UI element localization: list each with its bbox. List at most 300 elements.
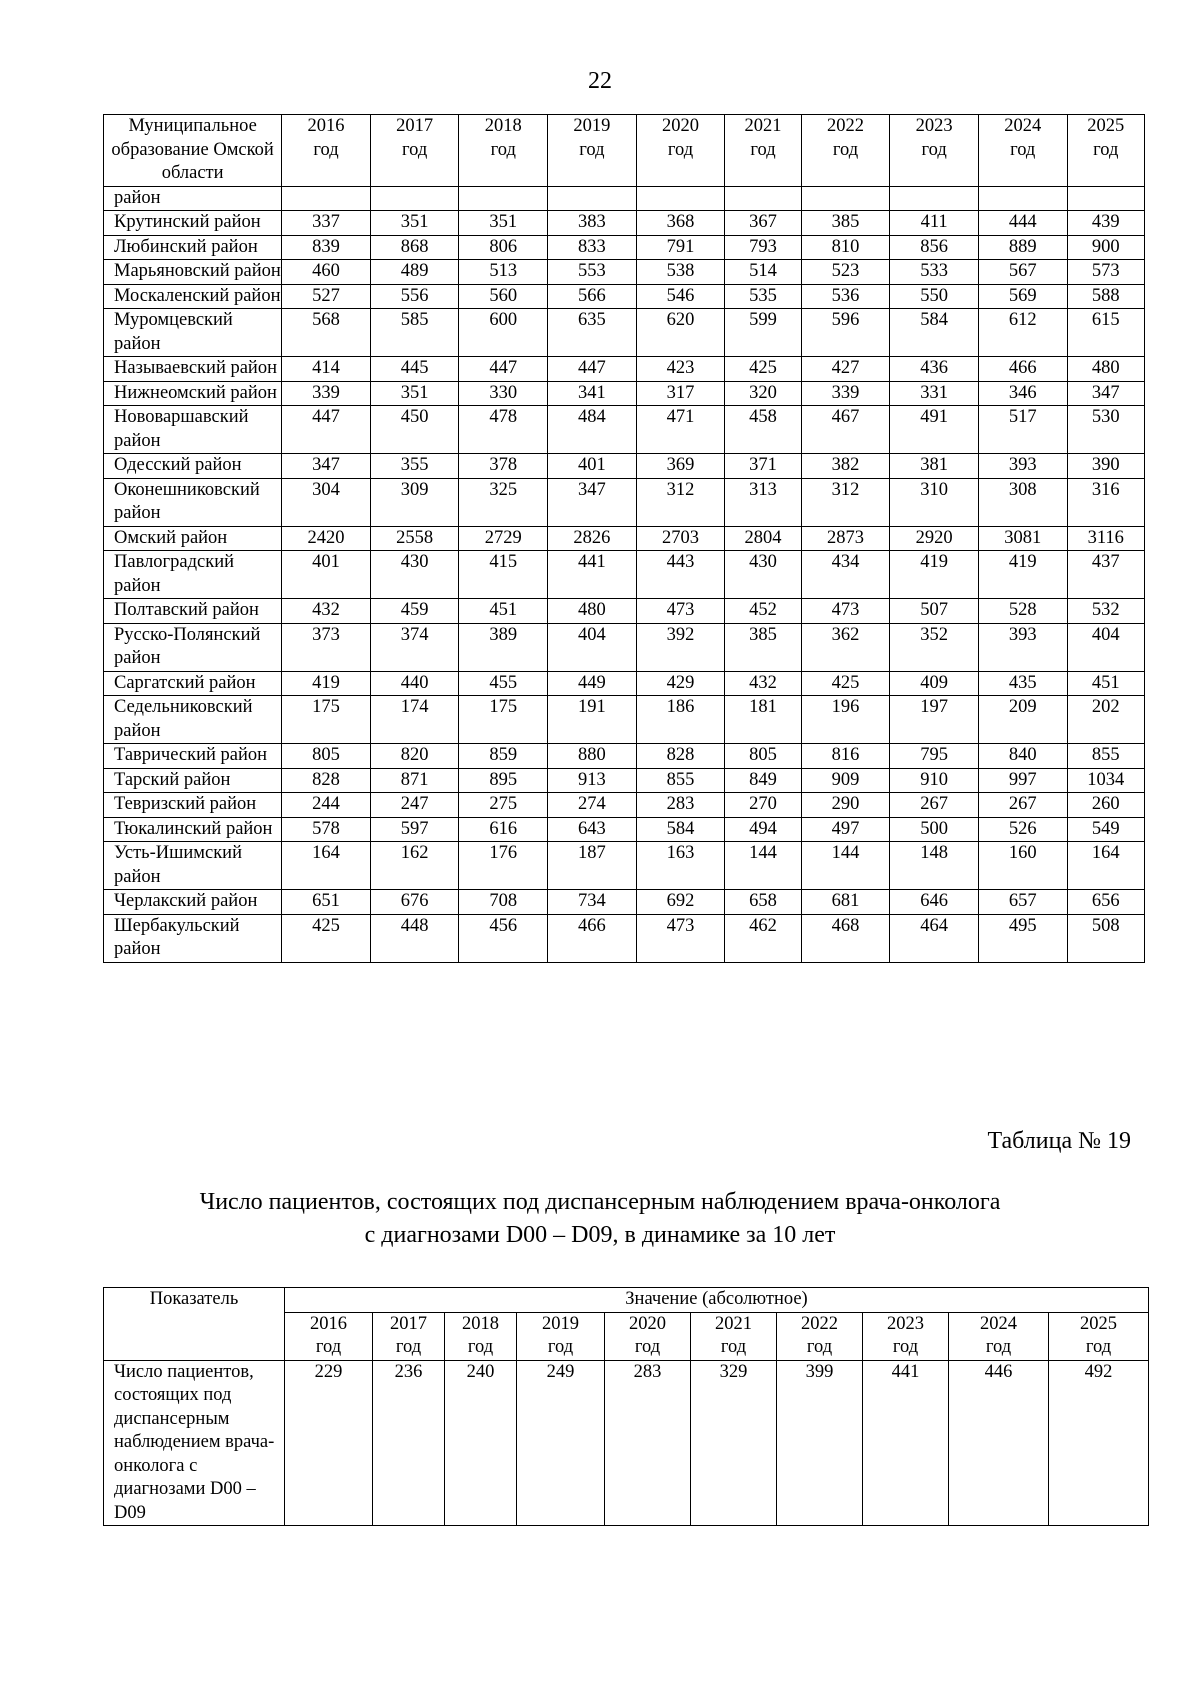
table-cell xyxy=(370,186,459,211)
table-cell: 734 xyxy=(548,890,637,915)
table-cell: 267 xyxy=(890,793,979,818)
table-cell: 910 xyxy=(890,768,979,793)
table-cell: 186 xyxy=(636,696,725,744)
table-cell: 270 xyxy=(725,793,801,818)
table-cell: 2558 xyxy=(370,526,459,551)
column-header-year xyxy=(605,1312,691,1360)
table-cell: 828 xyxy=(636,744,725,769)
table-row xyxy=(104,599,1145,624)
table-cell: 337 xyxy=(282,211,371,236)
table-cell: 162 xyxy=(370,842,459,890)
table-title-line-2: с диагнозами D00 – D09, в динамике за 10 лет xyxy=(364,1222,836,1248)
year-label: 2021 xyxy=(744,116,782,136)
column-header-year xyxy=(373,1312,445,1360)
row-name: Нижнеомский район xyxy=(104,381,282,406)
table-cell: 202 xyxy=(1067,696,1144,744)
table-cell: 480 xyxy=(548,599,637,624)
table-cell: 441 xyxy=(548,551,637,599)
table-cell: 533 xyxy=(890,260,979,285)
table-cell: 371 xyxy=(725,454,801,479)
table-cell: 536 xyxy=(801,284,890,309)
table-cell: 532 xyxy=(1067,599,1144,624)
table-row xyxy=(104,817,1145,842)
table-cell: 889 xyxy=(978,235,1067,260)
table-cell: 247 xyxy=(370,793,459,818)
table-cell: 404 xyxy=(548,623,637,671)
table-cell: 164 xyxy=(1067,842,1144,890)
column-header-year xyxy=(949,1312,1049,1360)
table-cell: 913 xyxy=(548,768,637,793)
table-cell: 191 xyxy=(548,696,637,744)
year-unit-label: год xyxy=(750,139,776,160)
district-table xyxy=(103,114,1145,963)
year-unit-label: год xyxy=(634,1337,661,1357)
table-cell: 2804 xyxy=(725,526,801,551)
year-unit-label: год xyxy=(579,139,605,160)
table-row xyxy=(104,842,1145,890)
table-cell: 419 xyxy=(890,551,979,599)
table-cell: 597 xyxy=(370,817,459,842)
year-label: 2017 xyxy=(396,116,434,136)
table-row xyxy=(104,186,1145,211)
table-row xyxy=(104,744,1145,769)
table-cell: 144 xyxy=(725,842,801,890)
row-name: Таврический район xyxy=(104,744,282,769)
table-cell: 196 xyxy=(801,696,890,744)
table-row xyxy=(104,623,1145,671)
table-cell: 491 xyxy=(890,406,979,454)
table-cell: 805 xyxy=(725,744,801,769)
table-cell xyxy=(725,186,801,211)
table-cell: 411 xyxy=(890,211,979,236)
table-cell: 329 xyxy=(691,1360,777,1526)
table-cell: 385 xyxy=(725,623,801,671)
table-cell: 600 xyxy=(459,309,548,357)
table-cell: 369 xyxy=(636,454,725,479)
table-cell: 828 xyxy=(282,768,371,793)
table-cell: 236 xyxy=(373,1360,445,1526)
table-row xyxy=(104,696,1145,744)
table-cell: 871 xyxy=(370,768,459,793)
table-cell: 275 xyxy=(459,793,548,818)
table-cell xyxy=(548,186,637,211)
year-unit-label: год xyxy=(985,1337,1012,1357)
table-cell: 833 xyxy=(548,235,637,260)
row-name: Шербакульский район xyxy=(104,914,282,962)
table-cell: 585 xyxy=(370,309,459,357)
table-cell: 527 xyxy=(282,284,371,309)
table-cell: 441 xyxy=(863,1360,949,1526)
table-cell: 181 xyxy=(725,696,801,744)
table-cell: 806 xyxy=(459,235,548,260)
table-cell: 419 xyxy=(282,671,371,696)
year-unit-label: год xyxy=(315,1337,342,1357)
table-cell: 385 xyxy=(801,211,890,236)
table-cell: 362 xyxy=(801,623,890,671)
table-cell: 596 xyxy=(801,309,890,357)
table-cell: 612 xyxy=(978,309,1067,357)
table-cell: 144 xyxy=(801,842,890,890)
table-cell: 2703 xyxy=(636,526,725,551)
table-cell: 160 xyxy=(978,842,1067,890)
table-cell: 855 xyxy=(636,768,725,793)
column-header-year xyxy=(890,115,979,187)
table-cell: 651 xyxy=(282,890,371,915)
table-cell: 708 xyxy=(459,890,548,915)
table-cell: 449 xyxy=(548,671,637,696)
table-row xyxy=(104,211,1145,236)
table-row xyxy=(104,551,1145,599)
column-header-year xyxy=(1049,1312,1149,1360)
year-unit-label: год xyxy=(1010,139,1036,160)
table-cell: 2420 xyxy=(282,526,371,551)
table-cell: 425 xyxy=(282,914,371,962)
table-cell: 793 xyxy=(725,235,801,260)
table-cell: 2729 xyxy=(459,526,548,551)
table-cell: 816 xyxy=(801,744,890,769)
table-row xyxy=(104,914,1145,962)
table-cell: 339 xyxy=(801,381,890,406)
table-cell: 556 xyxy=(370,284,459,309)
year-unit-label: год xyxy=(806,1337,833,1357)
table-cell: 492 xyxy=(1049,1360,1149,1526)
table-cell: 440 xyxy=(370,671,459,696)
table-cell: 840 xyxy=(978,744,1067,769)
row-name: Усть-Ишимский район xyxy=(104,842,282,890)
table-cell: 839 xyxy=(282,235,371,260)
row-name: Омский район xyxy=(104,526,282,551)
table-cell: 451 xyxy=(1067,671,1144,696)
year-unit-label: год xyxy=(467,1337,494,1357)
table-cell: 880 xyxy=(548,744,637,769)
table-cell: 620 xyxy=(636,309,725,357)
table-cell: 330 xyxy=(459,381,548,406)
table-cell: 657 xyxy=(978,890,1067,915)
year-unit-label: год xyxy=(832,139,859,160)
table-cell: 310 xyxy=(890,478,979,526)
table-cell: 1034 xyxy=(1067,768,1144,793)
table-cell: 447 xyxy=(282,406,371,454)
table-cell: 339 xyxy=(282,381,371,406)
table-cell: 382 xyxy=(801,454,890,479)
row-name: Русско-Полянский район xyxy=(104,623,282,671)
table-cell: 312 xyxy=(636,478,725,526)
table-cell: 635 xyxy=(548,309,637,357)
table-cell: 317 xyxy=(636,381,725,406)
table-cell: 393 xyxy=(978,623,1067,671)
table-cell: 553 xyxy=(548,260,637,285)
table-cell: 267 xyxy=(978,793,1067,818)
column-header-value: Значение (абсолютное) xyxy=(285,1288,1149,1313)
patients-table-header-row-1 xyxy=(104,1288,1149,1313)
table-cell: 500 xyxy=(890,817,979,842)
year-label: 2019 xyxy=(573,116,611,136)
table-cell: 464 xyxy=(890,914,979,962)
column-header-year xyxy=(548,115,637,187)
table-cell xyxy=(1067,186,1144,211)
table-cell: 325 xyxy=(459,478,548,526)
year-unit-label: год xyxy=(720,1337,747,1357)
table-cell: 538 xyxy=(636,260,725,285)
table-cell: 859 xyxy=(459,744,548,769)
patients-table xyxy=(103,1287,1149,1526)
table-cell: 448 xyxy=(370,914,459,962)
table-cell: 447 xyxy=(548,357,637,382)
table-cell: 550 xyxy=(890,284,979,309)
table-cell: 346 xyxy=(978,381,1067,406)
district-table-body xyxy=(104,186,1145,962)
year-label: 2019 xyxy=(542,1313,579,1334)
table-cell: 513 xyxy=(459,260,548,285)
table-row xyxy=(104,406,1145,454)
row-name: Число пациентов, состоящих под диспансерным наблюдением врача-онколога с диагнозами D00 – D09 xyxy=(104,1360,285,1526)
row-name: Черлакский район xyxy=(104,890,282,915)
table-number-label: Таблица № 19 xyxy=(987,1128,1131,1154)
table-cell: 568 xyxy=(282,309,371,357)
table-cell: 560 xyxy=(459,284,548,309)
table-cell: 849 xyxy=(725,768,801,793)
table-cell: 175 xyxy=(459,696,548,744)
table-cell: 997 xyxy=(978,768,1067,793)
year-label: 2024 xyxy=(980,1313,1017,1334)
table-cell xyxy=(282,186,371,211)
table-cell: 316 xyxy=(1067,478,1144,526)
year-unit-label: год xyxy=(490,139,516,160)
table-cell: 309 xyxy=(370,478,459,526)
row-name: Саргатский район xyxy=(104,671,282,696)
column-header-year xyxy=(282,115,371,187)
table-row xyxy=(104,284,1145,309)
table-cell: 658 xyxy=(725,890,801,915)
table-cell: 352 xyxy=(890,623,979,671)
table-row xyxy=(104,890,1145,915)
table-cell: 313 xyxy=(725,478,801,526)
table-row xyxy=(104,478,1145,526)
row-name: Называевский район xyxy=(104,357,282,382)
year-label: 2022 xyxy=(826,116,864,136)
table-cell: 175 xyxy=(282,696,371,744)
table-cell: 429 xyxy=(636,671,725,696)
column-header-year xyxy=(725,115,801,187)
row-name: Одесский район xyxy=(104,454,282,479)
year-unit-label: год xyxy=(402,139,428,160)
table-cell: 459 xyxy=(370,599,459,624)
table-cell: 283 xyxy=(636,793,725,818)
year-unit-label: год xyxy=(892,1337,919,1357)
table-row xyxy=(104,260,1145,285)
row-name: Крутинский район xyxy=(104,211,282,236)
column-header-year xyxy=(636,115,725,187)
table-row xyxy=(104,526,1145,551)
year-unit-label: год xyxy=(667,139,694,160)
table-row xyxy=(104,768,1145,793)
table-cell: 197 xyxy=(890,696,979,744)
table-cell: 471 xyxy=(636,406,725,454)
column-header-municipality: Муниципальное образование Омской области xyxy=(104,115,282,187)
table-cell: 351 xyxy=(370,211,459,236)
table-cell: 528 xyxy=(978,599,1067,624)
table-cell xyxy=(459,186,548,211)
table-cell: 445 xyxy=(370,357,459,382)
table-cell: 458 xyxy=(725,406,801,454)
table-cell: 569 xyxy=(978,284,1067,309)
table-cell: 331 xyxy=(890,381,979,406)
table-cell: 805 xyxy=(282,744,371,769)
row-name: Любинский район xyxy=(104,235,282,260)
table-cell: 578 xyxy=(282,817,371,842)
table-cell: 460 xyxy=(282,260,371,285)
column-header-year xyxy=(370,115,459,187)
table-cell: 378 xyxy=(459,454,548,479)
table-cell: 425 xyxy=(801,671,890,696)
year-label: 2022 xyxy=(801,1313,838,1334)
table-cell xyxy=(801,186,890,211)
table-cell: 676 xyxy=(370,890,459,915)
table-cell: 791 xyxy=(636,235,725,260)
table-cell: 456 xyxy=(459,914,548,962)
table-cell: 393 xyxy=(978,454,1067,479)
table-row xyxy=(104,671,1145,696)
table-cell: 436 xyxy=(890,357,979,382)
table-cell: 573 xyxy=(1067,260,1144,285)
year-label: 2025 xyxy=(1087,116,1125,136)
table-cell: 374 xyxy=(370,623,459,671)
row-name: Тарский район xyxy=(104,768,282,793)
table-cell: 466 xyxy=(548,914,637,962)
year-label: 2023 xyxy=(887,1313,924,1334)
table-cell: 495 xyxy=(978,914,1067,962)
table-cell: 414 xyxy=(282,357,371,382)
table-cell: 425 xyxy=(725,357,801,382)
table-cell: 868 xyxy=(370,235,459,260)
table-cell: 209 xyxy=(978,696,1067,744)
table-cell: 480 xyxy=(1067,357,1144,382)
table-cell: 427 xyxy=(801,357,890,382)
year-unit-label: год xyxy=(1093,139,1119,160)
table-cell: 549 xyxy=(1067,817,1144,842)
table-cell: 473 xyxy=(801,599,890,624)
table-cell: 347 xyxy=(1067,381,1144,406)
row-name: Нововаршавский район xyxy=(104,406,282,454)
row-name: Москаленский район xyxy=(104,284,282,309)
table-cell: 368 xyxy=(636,211,725,236)
table-cell: 467 xyxy=(801,406,890,454)
table-cell: 523 xyxy=(801,260,890,285)
table-row xyxy=(104,309,1145,357)
table-cell: 2873 xyxy=(801,526,890,551)
year-label: 2020 xyxy=(661,116,699,136)
table-cell: 383 xyxy=(548,211,637,236)
row-name: Тевризский район xyxy=(104,793,282,818)
table-cell: 187 xyxy=(548,842,637,890)
table-cell: 351 xyxy=(370,381,459,406)
table-cell: 381 xyxy=(890,454,979,479)
table-cell: 692 xyxy=(636,890,725,915)
table-cell: 599 xyxy=(725,309,801,357)
column-header-year xyxy=(285,1312,373,1360)
table-cell: 584 xyxy=(636,817,725,842)
table-cell: 895 xyxy=(459,768,548,793)
table-cell: 468 xyxy=(801,914,890,962)
year-label: 2018 xyxy=(484,116,522,136)
table-cell: 473 xyxy=(636,599,725,624)
column-header-year xyxy=(459,115,548,187)
table-cell: 290 xyxy=(801,793,890,818)
table-cell: 430 xyxy=(725,551,801,599)
table-row xyxy=(104,357,1145,382)
table-cell: 430 xyxy=(370,551,459,599)
table-cell: 508 xyxy=(1067,914,1144,962)
table-cell: 567 xyxy=(978,260,1067,285)
table-cell: 484 xyxy=(548,406,637,454)
year-label: 2016 xyxy=(310,1313,347,1334)
table-cell: 2920 xyxy=(890,526,979,551)
table-cell: 795 xyxy=(890,744,979,769)
table-cell: 478 xyxy=(459,406,548,454)
table-cell: 473 xyxy=(636,914,725,962)
column-header-year xyxy=(517,1312,605,1360)
row-name: Оконешниковский район xyxy=(104,478,282,526)
year-label: 2020 xyxy=(629,1313,666,1334)
table-cell: 517 xyxy=(978,406,1067,454)
table-cell: 439 xyxy=(1067,211,1144,236)
table-cell: 2826 xyxy=(548,526,637,551)
district-table-header-row xyxy=(104,115,1145,187)
table-cell: 341 xyxy=(548,381,637,406)
table-cell: 432 xyxy=(282,599,371,624)
row-name: Марьяновский район xyxy=(104,260,282,285)
table-cell: 163 xyxy=(636,842,725,890)
table-cell: 497 xyxy=(801,817,890,842)
table-cell: 435 xyxy=(978,671,1067,696)
table-cell: 566 xyxy=(548,284,637,309)
table-cell: 535 xyxy=(725,284,801,309)
row-name: район xyxy=(104,186,282,211)
column-header-year xyxy=(863,1312,949,1360)
column-header-year xyxy=(445,1312,517,1360)
year-label: 2023 xyxy=(915,116,953,136)
table-cell xyxy=(978,186,1067,211)
table-cell: 526 xyxy=(978,817,1067,842)
table-cell: 507 xyxy=(890,599,979,624)
row-name: Муромцевский район xyxy=(104,309,282,357)
table-cell: 229 xyxy=(285,1360,373,1526)
table-cell: 546 xyxy=(636,284,725,309)
table-cell: 347 xyxy=(282,454,371,479)
table-cell: 392 xyxy=(636,623,725,671)
year-unit-label: год xyxy=(547,1337,574,1357)
table-cell: 432 xyxy=(725,671,801,696)
table-cell xyxy=(636,186,725,211)
table-cell: 312 xyxy=(801,478,890,526)
table-cell: 423 xyxy=(636,357,725,382)
column-header-indicator: Показатель xyxy=(104,1288,285,1361)
column-header-year xyxy=(1067,115,1144,187)
table-cell: 283 xyxy=(605,1360,691,1526)
table-row xyxy=(104,235,1145,260)
table-cell: 373 xyxy=(282,623,371,671)
table-cell: 530 xyxy=(1067,406,1144,454)
table-cell: 347 xyxy=(548,478,637,526)
year-unit-label: год xyxy=(1085,1337,1112,1357)
table-cell: 320 xyxy=(725,381,801,406)
table-cell: 856 xyxy=(890,235,979,260)
table-cell: 401 xyxy=(282,551,371,599)
table-cell: 909 xyxy=(801,768,890,793)
table-cell: 450 xyxy=(370,406,459,454)
table-cell: 304 xyxy=(282,478,371,526)
table-cell: 244 xyxy=(282,793,371,818)
